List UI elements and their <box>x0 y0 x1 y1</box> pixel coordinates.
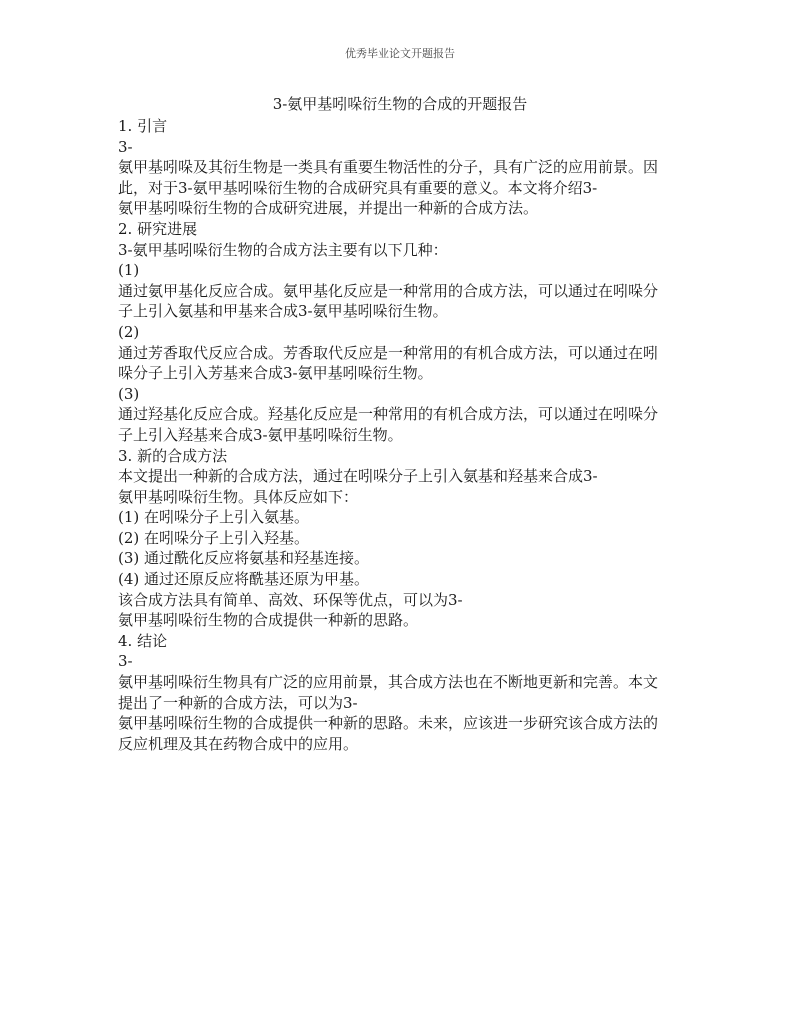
text-line: 子上引入羟基来合成3-氨甲基吲哚衍生物。 <box>118 425 403 444</box>
text-line: 氨甲基吲哚衍生物的合成提供一种新的思路。未来，应该进一步研究该合成方法的 <box>118 714 659 733</box>
page-header: 优秀毕业论文开题报告 <box>345 47 455 60</box>
text-line: 子上引入氨基和甲基来合成3-氨甲基吲哚衍生物。 <box>118 302 448 321</box>
text-line: 通过羟基化反应合成。羟基化反应是一种常用的有机合成方法，可以通过在吲哚分 <box>118 405 659 424</box>
text-line: 本文提出一种新的合成方法，通过在吲哚分子上引入氨基和羟基来合成3- <box>118 467 598 486</box>
text-line: 3-氨甲基吲哚衍生物的合成方法主要有以下几种： <box>118 240 448 259</box>
text-line: 提出了一种新的合成方法，可以为3- <box>118 693 358 712</box>
text-line: 此，对于3-氨甲基吲哚衍生物的合成研究具有重要的意义。本文将介绍3- <box>118 178 598 197</box>
list-marker: (3) <box>118 384 140 403</box>
text-line: 通过芳香取代反应合成。芳香取代反应是一种常用的有机合成方法，可以通过在吲 <box>118 343 659 362</box>
section-heading-new-method: 3. 新的合成方法 <box>118 446 228 465</box>
text-line: 该合成方法具有简单、高效、环保等优点，可以为3- <box>118 590 463 609</box>
list-marker: (2) <box>118 322 140 341</box>
list-item: (1) 在吲哚分子上引入氨基。 <box>118 508 310 527</box>
section-heading-introduction: 1. 引言 <box>118 117 168 135</box>
text-line: 氨甲基吲哚及其衍生物是一类具有重要生物活性的分子，具有广泛的应用前景。因 <box>118 158 659 177</box>
text-line: 氨甲基吲哚衍生物。具体反应如下： <box>118 487 359 506</box>
list-item: (4) 通过还原反应将酰基还原为甲基。 <box>118 570 370 589</box>
text-line: 反应机理及其在药物合成中的应用。 <box>118 734 359 753</box>
document-title: 3-氨甲基吲哚衍生物的合成的开题报告 <box>272 95 528 113</box>
list-item: (2) 在吲哚分子上引入羟基。 <box>118 528 310 547</box>
text-line: 氨甲基吲哚衍生物具有广泛的应用前景，其合成方法也在不断地更新和完善。本文 <box>118 673 659 692</box>
text-line: 哚分子上引入芳基来合成3-氨甲基吲哚衍生物。 <box>118 364 433 383</box>
text-line: 3- <box>118 652 133 671</box>
text-line: 氨甲基吲哚衍生物的合成研究进展，并提出一种新的合成方法。 <box>118 199 539 218</box>
text-line: 氨甲基吲哚衍生物的合成提供一种新的思路。 <box>118 611 419 630</box>
text-line: 通过氨甲基化反应合成。氨甲基化反应是一种常用的合成方法，可以通过在吲哚分 <box>118 281 659 300</box>
document-body <box>118 116 690 754</box>
section-heading-conclusion: 4. 结论 <box>118 631 168 650</box>
list-item: (3) 通过酰化反应将氨基和羟基连接。 <box>118 549 370 568</box>
text-line: 3- <box>118 137 133 156</box>
section-heading-progress: 2. 研究进展 <box>118 219 198 238</box>
list-marker: (1) <box>118 261 140 280</box>
